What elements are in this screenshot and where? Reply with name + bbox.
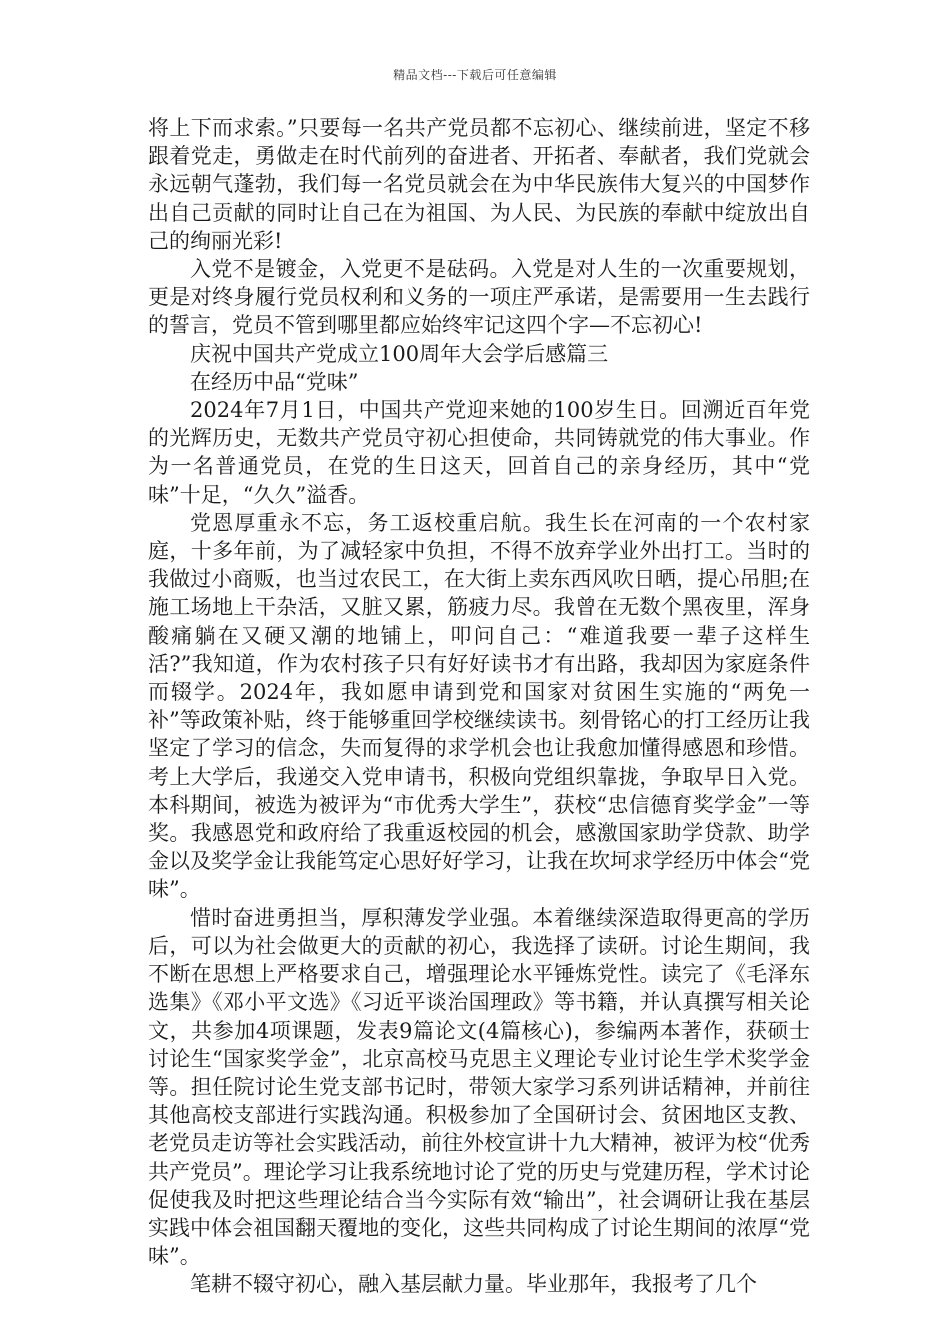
paragraph: 党恩厚重永不忘，务工返校重启航。我生长在河南的一个农村家庭，十多年前，为了减轻家中负担，不得不放弃学业外出打工。当时的我做过小商贩，也当过农民工，在大街上卖东西风吹日晒，提心吊胆;在施工场地上干杂活，又脏又累，筋疲力尽。我曾在无数个黑夜里，浑身酸痛躺在又硬又潮的地铺上，叩问自己：“难道我要一辈子这样生活?”我知道，作为农村孩子只有好好读书才有出路，我却因为家庭条件而辍学。2024年，我如愿申请到党和国家对贫困生实施的“两免一补”等政策补贴，终于能够重回学校继续读书。刻骨铭心的打工经历让我坚定了学习的信念，失而复得的求学机会也让我愈加懂得感恩和珍惜。考上大学后，我递交入党申请书，积极向党组织靠拢，争取早日入党。本科期间，被选为被评为“市优秀大学生”，获校“忠信德育奖学金”一等奖。我感恩党和政府给了我重返校园的机会，感激国家助学贷款、助学金以及奖学金让我能笃定心思好好学习，让我在坎坷求学经历中体会“党味”。 xyxy=(148,510,810,902)
paragraph: 惜时奋进勇担当，厚积薄发学业强。本着继续深造取得更高的学历后，可以为社会做更大的贡献的初心，我选择了读研。讨论生期间，我不断在思想上严格要求自己，增强理论水平锤炼党性。读完了《毛泽东选集》《邓小平文选》《习近平谈治国理政》等书籍，并认真撰写相关论文，共参加4项课题，发表9篇论文(4篇核心)，参编两本著作，获硕士讨论生“国家奖学金”，北京高校马克思主义理论专业讨论生学术奖学金等。担任院讨论生党支部书记时，带领大家学习系列讲话精神，并前往其他高校支部进行实践沟通。积极参加了全国研讨会、贫困地区支教、老党员走访等社会实践活动，前往外校宣讲十九大精神，被评为校“优秀共产党员”。理论学习让我系统地讨论了党的历史与党建历程，学术讨论促使我及时把这些理论结合当今实际有效“输出”，社会调研让我在基层实践中体会祖国翻天覆地的变化，这些共同构成了讨论生期间的浓厚“党味”。 xyxy=(148,905,810,1269)
paragraph: 入党不是镀金，入党更不是砝码。入党是对人生的一次重要规划，更是对终身履行党员权利和义务的一项庄严承诺，是需要用一生去践行的誓言，党员不管到哪里都应始终牢记这四个字—不忘初心! xyxy=(148,257,810,338)
document-body xyxy=(148,114,810,1299)
page-header: 精品文档---下载后可任意编辑 xyxy=(393,68,557,82)
paragraph: 将上下而求索。”只要每一名共产党员都不忘初心、继续前进，坚定不移跟着党走，勇做走在时代前列的奋进者、开拓者、奉献者，我们党就会永远朝气蓬勃，我们每一名党员就会在为中华民族伟大复兴的中国梦作出自己贡献的同时让自己在为祖国、为人民、为民族的奉献中绽放出自己的绚丽光彩! xyxy=(148,116,810,253)
section-title: 庆祝中国共产党成立100周年大会学后感篇三 xyxy=(190,341,609,366)
paragraph: 笔耕不辍守初心，融入基层献力量。毕业那年，我报考了几个 xyxy=(190,1272,757,1297)
section-subtitle: 在经历中品“党味” xyxy=(190,369,359,394)
paragraph: 2024年7月1日，中国共产党迎来她的100岁生日。回溯近百年党的光辉历史，无数共产党员守初心担使命，共同铸就党的伟大事业。作为一名普通党员，在党的生日这天，回首自己的亲身经历，其中“党味”十足，“久久”溢香。 xyxy=(148,398,810,507)
